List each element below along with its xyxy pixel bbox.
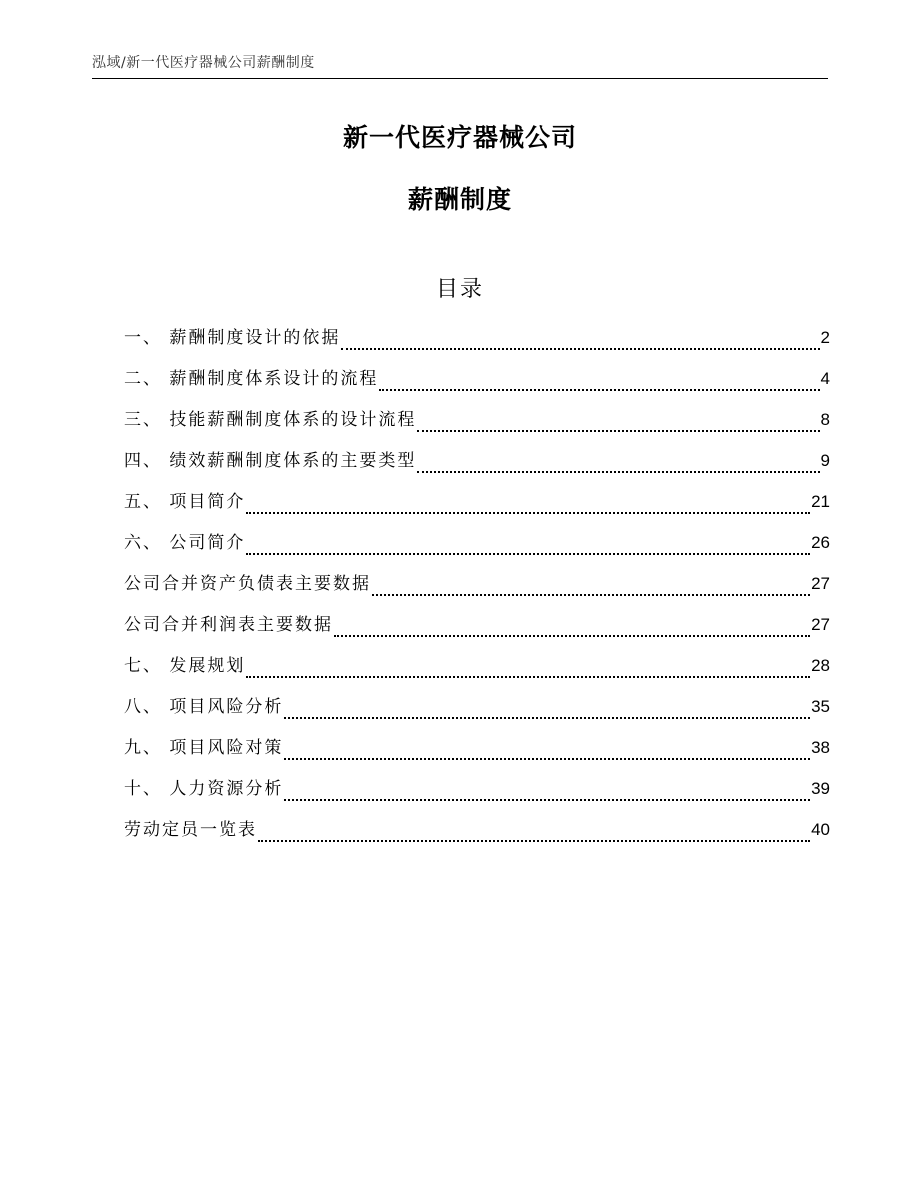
- toc-entry-label: 二、 薪酬制度体系设计的流程: [124, 369, 379, 389]
- toc-dot-leader: [284, 758, 810, 760]
- toc-entry-label: 四、 绩效薪酬制度体系的主要类型: [124, 451, 417, 471]
- header-divider: [92, 78, 828, 79]
- toc-entry-page: 4: [820, 369, 830, 388]
- toc-entry-label: 六、 公司简介: [124, 533, 246, 553]
- toc-dot-leader: [246, 512, 810, 514]
- toc-entry-page: 2: [820, 328, 830, 347]
- toc-entry[interactable]: [124, 569, 830, 610]
- toc-entry[interactable]: [124, 610, 830, 651]
- toc-dot-leader: [284, 717, 810, 719]
- toc-entry[interactable]: [124, 692, 830, 733]
- toc-entry[interactable]: [124, 651, 830, 692]
- toc-entry-label: 劳动定员一览表: [124, 820, 257, 840]
- toc-entry-page: 28: [811, 656, 830, 675]
- toc-dot-leader: [372, 594, 810, 596]
- toc-entry[interactable]: [124, 733, 830, 774]
- toc-entry-page: 21: [811, 492, 830, 511]
- toc-dot-leader: [284, 799, 810, 801]
- toc-entry[interactable]: [124, 528, 830, 569]
- table-of-contents: [124, 323, 830, 856]
- toc-dot-leader: [334, 635, 810, 637]
- toc-entry[interactable]: [124, 323, 830, 364]
- toc-entry-page: 27: [811, 574, 830, 593]
- toc-dot-leader: [417, 430, 819, 432]
- toc-heading: 目录: [435, 277, 484, 302]
- toc-dot-leader: [417, 471, 819, 473]
- toc-entry[interactable]: [124, 487, 830, 528]
- toc-entry-label: 五、 项目简介: [124, 492, 246, 512]
- toc-entry[interactable]: [124, 815, 830, 856]
- toc-entry-label: 七、 发展规划: [124, 656, 246, 676]
- toc-entry[interactable]: [124, 405, 830, 446]
- toc-dot-leader: [246, 676, 810, 678]
- toc-entry-page: 40: [811, 820, 830, 839]
- document-title: 薪酬制度: [407, 185, 512, 214]
- toc-entry-label: 公司合并利润表主要数据: [124, 615, 333, 635]
- toc-entry-label: 公司合并资产负债表主要数据: [124, 574, 371, 594]
- toc-entry[interactable]: [124, 774, 830, 815]
- running-header: 泓域/新一代医疗器械公司薪酬制度: [92, 55, 315, 71]
- toc-dot-leader: [341, 348, 819, 350]
- toc-entry-page: 27: [811, 615, 830, 634]
- toc-entry[interactable]: [124, 446, 830, 487]
- toc-entry-page: 8: [820, 410, 830, 429]
- toc-entry[interactable]: [124, 364, 830, 405]
- toc-dot-leader: [258, 840, 810, 842]
- company-title: 新一代医疗器械公司: [342, 123, 577, 152]
- toc-entry-page: 38: [811, 738, 830, 757]
- toc-entry-page: 39: [811, 779, 830, 798]
- toc-entry-label: 一、 薪酬制度设计的依据: [124, 328, 341, 348]
- toc-entry-label: 十、 人力资源分析: [124, 779, 284, 799]
- toc-dot-leader: [379, 389, 819, 391]
- toc-entry-label: 九、 项目风险对策: [124, 738, 284, 758]
- toc-entry-page: 35: [811, 697, 830, 716]
- toc-dot-leader: [246, 553, 810, 555]
- toc-entry-label: 三、 技能薪酬制度体系的设计流程: [124, 410, 417, 430]
- toc-entry-label: 八、 项目风险分析: [124, 697, 284, 717]
- toc-entry-page: 9: [820, 451, 830, 470]
- toc-entry-page: 26: [811, 533, 830, 552]
